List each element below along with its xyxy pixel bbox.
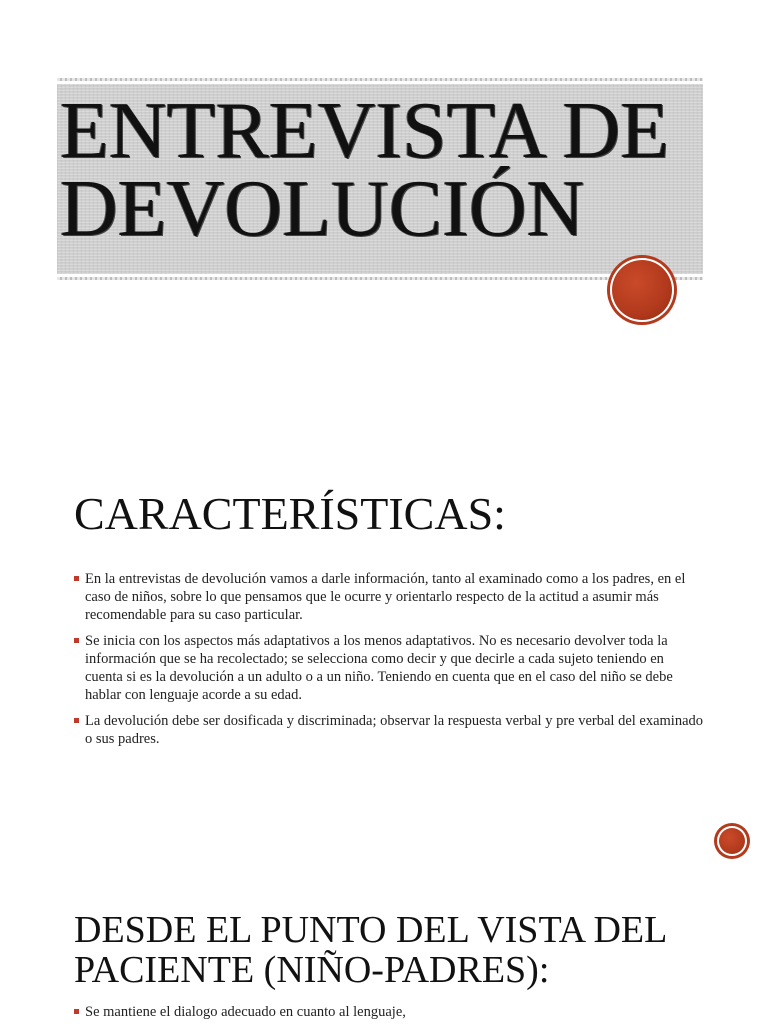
list-item: Se mantiene el dialogo adecuado en cuanto al lenguaje, <box>74 1003 704 1021</box>
section-heading-punto-de-vista <box>74 910 714 990</box>
section-heading-caracteristicas: CARACTERÍSTICAS: <box>74 488 506 539</box>
heading-line-1: DESDE EL PUNTO DEL VISTA DEL <box>74 909 668 951</box>
bullet-list-caracteristicas <box>74 570 704 756</box>
title-line-2: DEVOLUCIÓN <box>60 165 585 253</box>
list-item: Se inicia con los aspectos más adaptativos a los menos adaptativos. No es necesario devolver toda la información que se ha recolectado; se selecciona como decir y que decirle a cada sujeto teniendo en cuenta si es la devolución a un adulto o a un niño. Teniendo en cuenta que en el caso del niño se debe hablar con lenguaje acorde a su edad. <box>74 632 704 704</box>
list-item: En la entrevistas de devolución vamos a darle información, tanto al examinado como a los padres, en el caso de niños, sobre lo que pensamos que le ocurre y orientarlo respecto de la actitud a asumir más recomendable para su caso particular. <box>74 570 704 624</box>
title-line-1: ENTREVISTA DE <box>60 87 670 175</box>
decorative-circle-icon <box>717 826 747 856</box>
bullet-list-punto-de-vista <box>74 1003 704 1029</box>
list-item: La devolución debe ser dosificada y discriminada; observar la respuesta verbal y pre verbal del examinado o sus padres. <box>74 712 704 748</box>
page-title <box>60 87 670 253</box>
heading-line-2: PACIENTE (NIÑO-PADRES): <box>74 949 550 991</box>
decorative-circle-icon <box>610 258 674 322</box>
